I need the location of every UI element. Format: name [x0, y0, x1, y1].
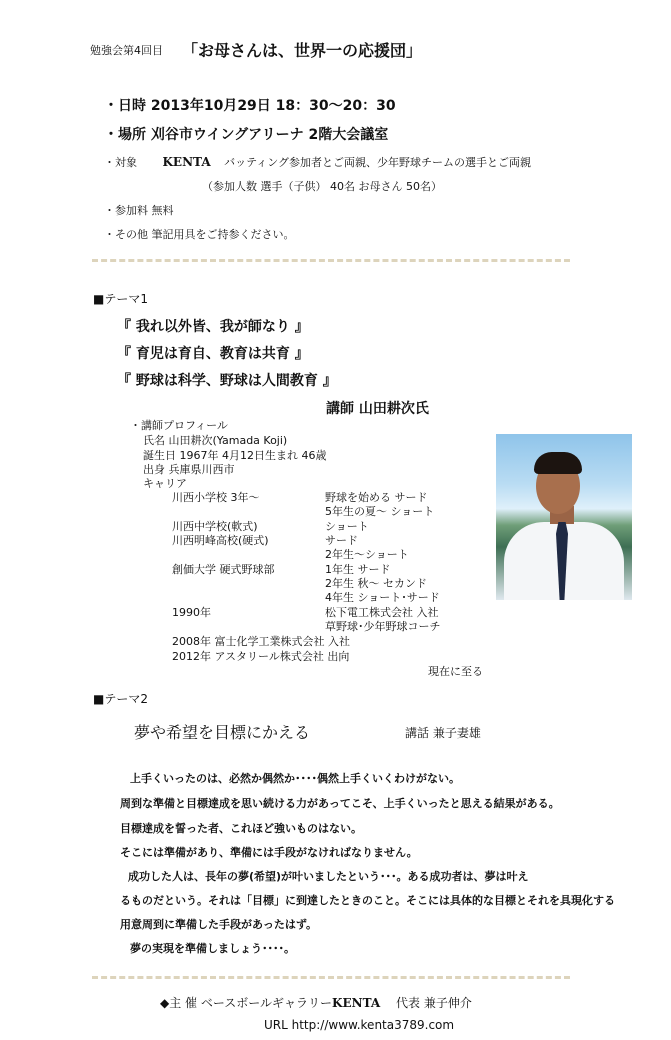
paragraph-line: 夢の実現を準備しましょう････。 — [130, 942, 295, 955]
profile-name: 氏名 山田耕次(Yamada Koji) — [143, 434, 288, 447]
divider-top — [92, 259, 570, 262]
target-brand: KENTA — [162, 155, 211, 169]
motto-3: 『 野球は科学、野球は人間教育 』 — [117, 373, 337, 389]
theme1-speaker: 講師 山田耕次氏 — [326, 401, 429, 417]
paragraph-line: 周到な準備と目標達成を思い続ける力があってこそ、上手くいったと思える結果がある。 — [120, 797, 560, 810]
career-row-left: 1990年 — [172, 606, 211, 619]
participants: （参加人数 選手（子供） 40名 お母さん 50名） — [202, 180, 442, 193]
career-row-right: 1年生 サード — [325, 563, 391, 576]
career-row-left: 創価大学 硬式野球部 — [172, 563, 275, 576]
paragraph-line: そこには準備があり、準備には手段がなければなりません。 — [120, 846, 418, 859]
career-row-left: 川西中学校(軟式) — [172, 520, 258, 533]
paragraph-line: 目標達成を誓った者、これほど強いものはない。 — [120, 822, 362, 835]
career-label: キャリア — [143, 477, 187, 490]
theme2-heading: ■テーマ2 — [93, 692, 148, 706]
theme1-heading: ■テーマ1 — [93, 292, 148, 306]
paragraph-line: 上手くいったのは、必然か偶然か････偶然上手くいくわけがない。 — [130, 772, 460, 785]
event-date: ・日時 2013年10月29日 18：30～20：30 — [104, 98, 396, 114]
other-note: ・その他 筆記用具をご持参ください。 — [104, 228, 295, 241]
career-2012: 2012年 アスタリール株式会社 出向 — [172, 650, 350, 663]
divider-bottom — [92, 976, 570, 979]
event-place: ・場所 刈谷市ウイングアリーナ 2階大会議室 — [104, 127, 389, 143]
career-row-left: 川西明峰高校(硬式) — [172, 534, 269, 547]
target-text: バッティング参加者とご両親、少年野球チームの選手とご両親 — [224, 156, 532, 169]
career-row-right: 5年生の夏～ ショート — [325, 505, 435, 518]
career-row-right: 野球を始める サード — [325, 491, 428, 504]
theme2-speaker: 講話 兼子妻雄 — [405, 726, 481, 740]
organizer-label: ◆主 催 ベースボールギャラリー — [160, 996, 333, 1010]
target-label: ・対象 — [104, 156, 137, 169]
organizer-line — [160, 994, 472, 1011]
organizer-brand: KENTA — [332, 996, 381, 1010]
representative: 代表 兼子伸介 — [396, 996, 472, 1010]
career-row-right: 2年生～ショート — [325, 548, 409, 561]
paragraph-line: 用意周到に準備した手段があったはず。 — [120, 918, 318, 931]
career-row-right: 2年生 秋～ セカンド — [325, 577, 427, 590]
target-line — [104, 154, 531, 170]
speaker-photo — [496, 434, 632, 600]
career-row-right: 草野球･少年野球コーチ — [325, 620, 441, 633]
session-label: 勉強会第4回目 — [90, 44, 163, 57]
profile-label: ・講師プロフィール — [130, 419, 228, 432]
motto-1: 『 我れ以外皆、我が師なり 』 — [117, 319, 309, 335]
career-2008: 2008年 富士化学工業株式会社 入社 — [172, 635, 350, 648]
fee: ・参加料 無料 — [104, 204, 174, 217]
page-title: 「お母さんは、世界一の応援団」 — [182, 41, 423, 60]
career-row-right: サード — [325, 534, 358, 547]
career-row-left: 川西小学校 3年～ — [172, 491, 260, 504]
career-row-right: ショート — [325, 520, 369, 533]
career-row-right: 松下電工株式会社 入社 — [325, 606, 439, 619]
profile-birth: 誕生日 1967年 4月12日生まれ 46歳 — [143, 449, 327, 462]
paragraph-line: るものだという。それは「目標」に到達したときのこと。そこには具体的な目標とそれを具現化する — [120, 894, 615, 907]
motto-2: 『 育児は育自、教育は共育 』 — [117, 346, 309, 362]
theme2-title: 夢や希望を目標にかえる — [134, 723, 311, 742]
career-row-right: 4年生 ショート･サード — [325, 591, 440, 604]
profile-origin: 出身 兵庫県川西市 — [143, 463, 235, 476]
website-url[interactable]: URL http://www.kenta3789.com — [264, 1018, 455, 1032]
career-present: 現在に至る — [428, 665, 483, 678]
paragraph-line: 成功した人は、長年の夢(希望)が叶いましたという･･･。ある成功者は、夢は叶え — [128, 870, 529, 883]
